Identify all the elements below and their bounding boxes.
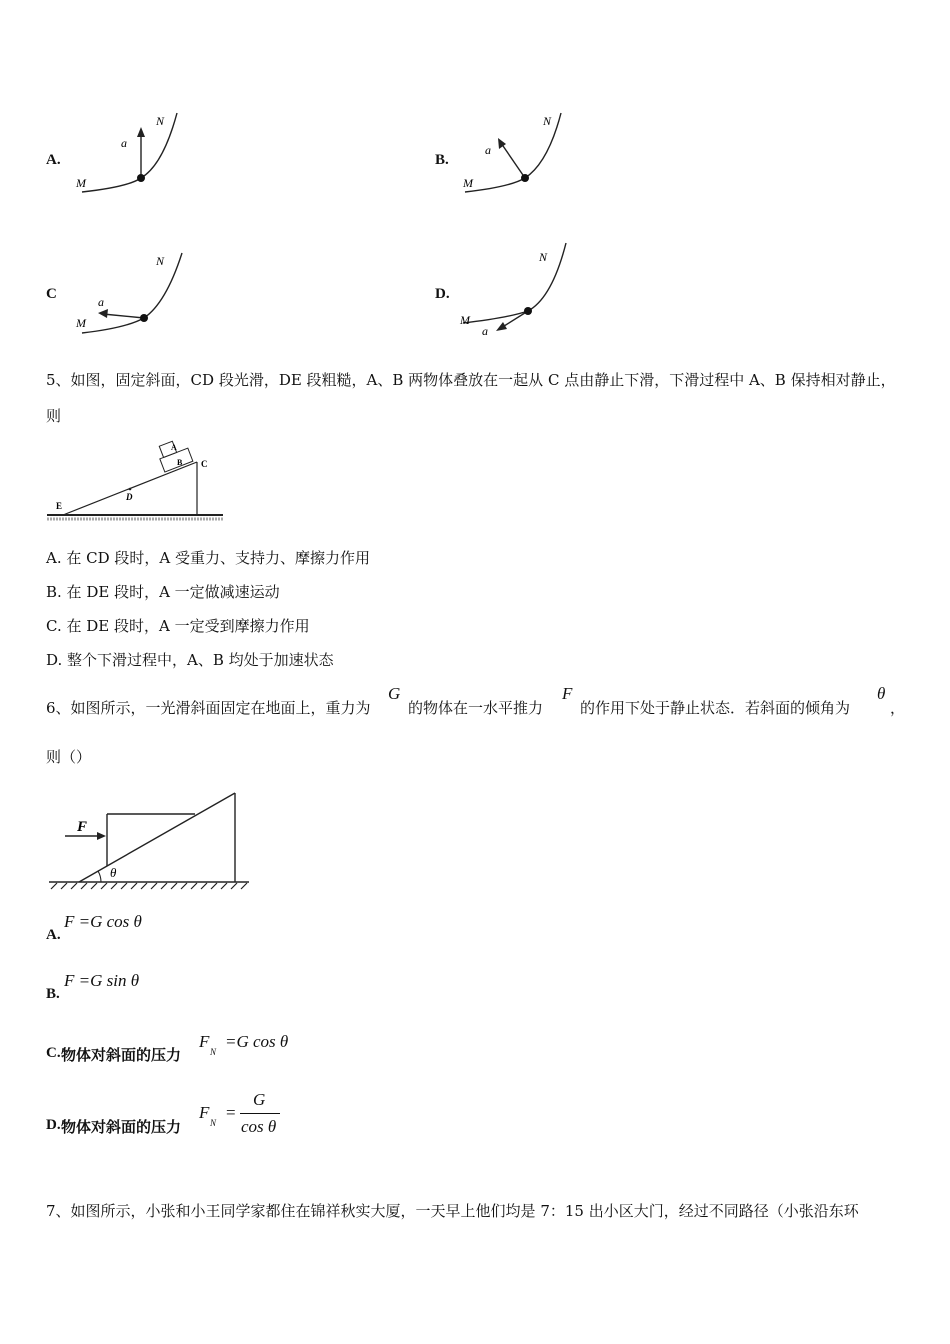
q6-option-c-prefix: 物体对斜面的压力 — [61, 1046, 182, 1064]
curve-end-label: N — [543, 114, 552, 128]
q7-stem-line1: 7、如图所示，小张和小王同学家都住在锦祥秋实大厦，一天早上他们均是 7：15 出小区大门，经过不同路径（小张沿东环 — [46, 1202, 859, 1220]
q4-option-b-figure — [455, 105, 585, 200]
q4-option-a-label: A. — [46, 152, 61, 168]
q4-option-c-label: C — [46, 286, 57, 302]
curve-start-label: M — [76, 176, 86, 190]
curve-start-label: M — [460, 313, 470, 327]
q6-option-d-lhs: F — [199, 1103, 210, 1122]
q6-option-b-label: B. — [46, 986, 60, 1002]
q6-stem-b: 的物体在一水平推力 — [408, 699, 544, 717]
q6-stem-c: 的作用下处于静止状态．若斜面的倾角为 — [580, 699, 851, 717]
curve-end-label: N — [156, 114, 165, 128]
q6-option-c-lhs-sub: N — [210, 1047, 217, 1057]
q4-option-d-label: D. — [435, 286, 450, 302]
vector-label: a — [98, 295, 104, 309]
q6-option-d-denominator: cos θ — [241, 1117, 277, 1136]
q6-option-c-lhs: F — [199, 1032, 210, 1051]
q6-incline-figure — [45, 788, 255, 893]
q5-option-d: D. 整个下滑过程中，A、B 均处于加速状态 — [46, 651, 334, 669]
vector-label: a — [485, 143, 491, 157]
q6-stem-d: ， — [890, 699, 906, 717]
q4-option-c-figure — [68, 245, 198, 340]
q6-option-d-prefix: 物体对斜面的压力 — [61, 1118, 182, 1136]
q6-stem-a: 6、如图所示，一光滑斜面固定在地面上，重力为 — [46, 699, 371, 717]
block-b-label: B — [177, 458, 183, 467]
q6-sym-g: G — [388, 684, 401, 703]
q6-sym-f: F — [562, 684, 573, 703]
q5-stem-line2: 则 — [46, 407, 62, 425]
angle-label: θ — [110, 865, 117, 880]
q6-option-c-label: C. — [46, 1045, 61, 1061]
point-e-label: E — [56, 501, 63, 511]
q6-option-d-lhs-sub: N — [210, 1118, 217, 1128]
force-label: F — [77, 819, 88, 835]
q6-option-d-numerator: G — [253, 1090, 266, 1109]
q4-option-a-figure — [68, 105, 198, 200]
q4-option-b-label: B. — [435, 152, 449, 168]
point-c-label: C — [201, 459, 208, 469]
q6-option-d-fraction-bar — [240, 1113, 280, 1114]
q4-option-d-figure — [455, 238, 585, 338]
q5-option-a: A. 在 CD 段时，A 受重力、支持力、摩擦力作用 — [46, 549, 371, 567]
q6-option-d-equals: = — [226, 1103, 236, 1122]
curve-start-label: M — [463, 176, 473, 190]
point-d-label: D — [126, 492, 133, 502]
q6-option-d-label: D. — [46, 1117, 61, 1133]
q5-incline-figure — [45, 436, 230, 526]
q6-sym-theta: θ — [877, 684, 886, 703]
q6-option-a-formula: F =G cos θ — [64, 912, 142, 931]
q6-stem-line2: 则（） — [46, 748, 92, 766]
q6-option-c-rhs: =G cos θ — [225, 1032, 289, 1051]
vector-label: a — [482, 324, 488, 338]
q6-option-a-label: A. — [46, 927, 61, 943]
q6-option-b-formula: F =G sin θ — [64, 971, 140, 990]
q5-stem-line1: 5、如图，固定斜面，CD 段光滑，DE 段粗糙，A、B 两物体叠放在一起从 C 点由静止下滑，下滑过程中 A、B 保持相对静止， — [46, 371, 896, 389]
block-a-label: A — [171, 443, 177, 452]
vector-label: a — [121, 136, 127, 150]
curve-end-label: N — [539, 250, 548, 264]
q5-option-b: B. 在 DE 段时，A 一定做减速运动 — [46, 583, 280, 601]
curve-end-label: N — [156, 254, 165, 268]
q5-option-c: C. 在 DE 段时，A 一定受到摩擦力作用 — [46, 617, 310, 635]
curve-start-label: M — [76, 316, 86, 330]
